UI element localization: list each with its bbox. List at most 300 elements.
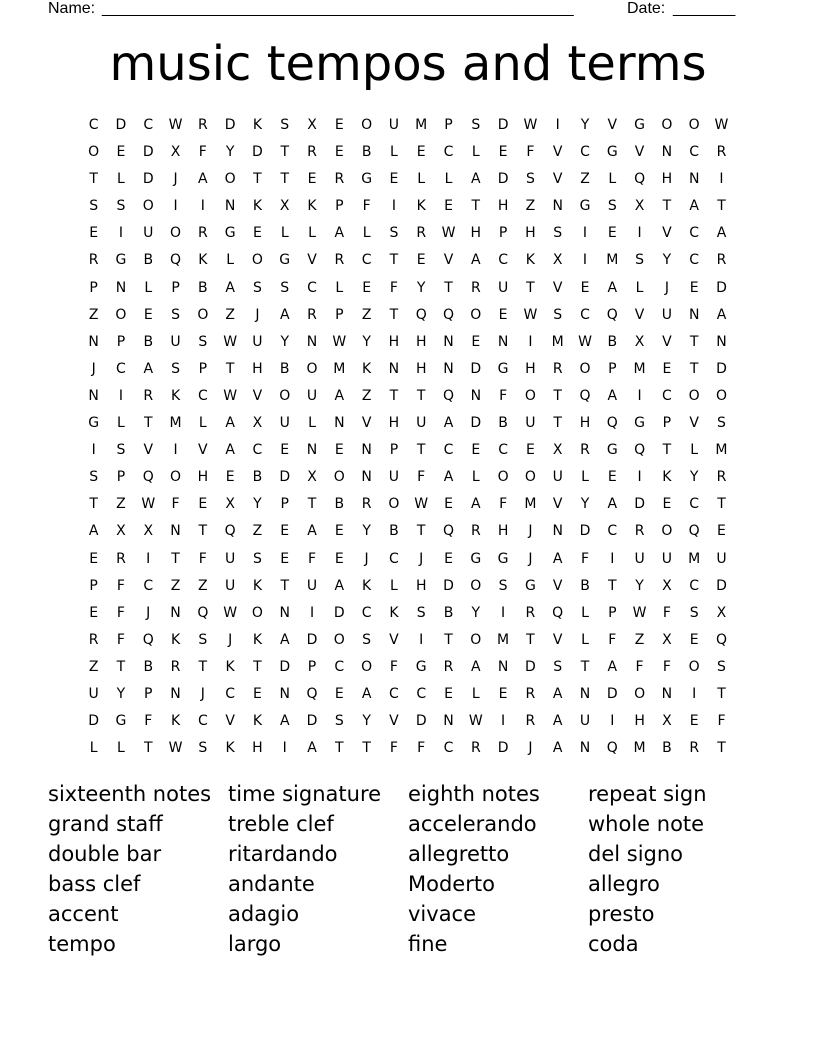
grid-letter: S [252,279,262,296]
grid-row [80,220,736,247]
grid-letter: A [225,415,235,432]
grid-letter: L [635,279,644,296]
grid-letter: J [364,550,369,567]
grid-row [80,247,736,274]
grid-letter: G [606,144,618,161]
word-list-item: allegro [588,872,660,896]
grid-letter: H [415,577,427,594]
grid-letter: X [307,469,317,486]
word-list-item: bass clef [48,872,141,896]
grid-letter: B [361,144,372,161]
grid-letter: Q [224,523,236,540]
grid-letter: T [717,685,726,702]
grid-letter: D [634,496,645,513]
grid-row [80,193,736,220]
grid-letter: L [89,740,98,757]
grid-letter: R [307,306,317,323]
grid-letter: U [306,577,318,594]
grid-letter: I [555,117,560,133]
grid-letter: H [197,469,209,486]
grid-letter: F [608,631,617,648]
grid-letter: A [225,442,235,459]
grid-letter: L [117,740,125,757]
grid-letter: L [581,469,589,486]
grid-letter: P [444,117,453,133]
grid-letter: E [280,550,290,567]
grid-letter: I [610,713,615,730]
grid-row [80,681,736,708]
grid-letter: U [388,117,400,133]
date-label: Date: [627,0,666,17]
grid-letter: D [470,360,482,377]
grid-letter: P [280,496,289,513]
grid-row [80,546,736,573]
name-label: Name: [48,0,96,17]
grid-row [80,735,736,762]
grid-letter: L [117,171,125,188]
grid-letter: B [198,279,208,296]
grid-letter: S [116,442,126,459]
grid-letter: S [689,604,699,621]
grid-letter: E [689,279,699,296]
grid-letter: S [389,225,399,242]
grid-letter: G [634,117,646,133]
grid-letter: J [146,604,151,621]
grid-letter: X [552,442,563,459]
grid-letter: R [88,631,99,648]
grid-letter: A [607,658,618,675]
grid-letter: H [634,713,645,730]
grid-letter: C [689,225,700,242]
grid-letter: A [198,171,208,188]
grid-letter: N [552,523,563,540]
grid-letter: W [223,387,238,404]
grid-letter: Y [662,252,672,269]
grid-letter: Q [442,523,455,540]
grid-letter: X [143,523,154,540]
grid-letter: C [334,658,345,675]
grid-letter: X [662,631,672,648]
grid-letter: B [279,360,290,377]
word-column [228,779,408,959]
grid-letter: K [662,469,672,486]
grid-letter: A [716,225,727,242]
grid-letter: L [417,171,426,188]
grid-letter: J [419,550,424,567]
grid-letter: N [497,658,509,675]
grid-letter: N [497,333,509,350]
grid-letter: N [115,279,127,296]
grid-letter: S [171,360,180,377]
grid-letter: H [388,333,400,350]
grid-letter: B [443,604,454,621]
grid-letter: S [553,306,563,323]
grid-letter: P [144,685,153,702]
grid-letter: N [470,387,482,404]
grid-letter: S [89,469,99,486]
grid-letter: O [524,387,536,404]
grid-letter: I [282,740,287,757]
grid-letter: S [607,198,617,215]
grid-letter: P [307,658,317,675]
grid-letter: Q [552,604,564,621]
grid-letter: P [608,360,617,377]
grid-letter: R [443,658,454,675]
grid-letter: I [637,469,642,486]
word-list-item: presto [588,902,655,926]
grid-letter: Q [442,387,455,404]
grid-letter: W [168,740,183,757]
grid-letter: I [391,198,396,215]
grid-letter: D [306,631,318,648]
grid-letter: E [334,442,344,459]
grid-letter: B [143,252,154,269]
grid-letter: I [501,713,506,730]
grid-letter: R [580,442,590,459]
grid-letter: Z [361,306,372,323]
grid-letter: X [116,523,126,540]
grid-letter: O [524,469,536,486]
grid-letter: F [362,198,371,215]
grid-letter: N [388,360,400,377]
grid-letter: F [389,279,398,296]
grid-letter: T [416,442,426,459]
grid-letter: C [252,442,263,459]
grid-letter: C [580,144,590,161]
grid-letter: E [662,496,672,513]
grid-letter: T [89,171,98,188]
grid-letter: M [633,740,646,757]
grid-letter: M [688,550,701,567]
grid-letter: F [171,496,180,513]
grid-letter: F [198,550,207,567]
grid-letter: D [279,658,291,675]
grid-letter: M [633,360,646,377]
grid-letter: T [362,740,371,757]
grid-letter: E [143,306,153,323]
grid-letter: I [173,198,178,215]
grid-letter: K [252,631,263,648]
grid-letter: H [415,360,427,377]
grid-letter: D [716,279,727,296]
grid-letter: D [279,469,291,486]
grid-letter: Q [688,523,700,540]
grid-letter: O [279,387,291,404]
grid-letter: Z [225,306,235,323]
grid-letter: S [198,740,208,757]
grid-letter: D [88,713,100,730]
grid-letter: N [716,333,727,350]
grid-letter: H [497,198,509,215]
grid-letter: I [419,631,424,648]
grid-letter: Y [471,604,481,621]
grid-letter: G [224,225,236,242]
grid-letter: T [553,387,562,404]
grid-letter: A [607,279,618,296]
grid-letter: J [255,306,260,323]
grid-letter: V [689,415,699,432]
grid-letter: X [662,577,672,594]
grid-row [80,275,736,302]
grid-letter: K [252,117,263,133]
grid-letter: E [389,171,399,188]
grid-letter: E [498,685,508,702]
grid-letter: E [689,631,699,648]
grid-letter: A [443,469,454,486]
grid-letter: F [389,740,398,757]
grid-letter: R [334,252,345,269]
grid-letter: T [280,171,289,188]
grid-letter: C [498,442,508,459]
grid-letter: F [116,604,125,621]
grid-letter: C [443,442,454,459]
grid-letter: N [88,387,99,404]
grid-letter: O [306,360,318,377]
grid-letter: A [143,360,154,377]
word-list-item: fine [408,932,448,956]
grid-letter: R [307,144,317,161]
grid-letter: W [523,117,538,133]
grid-letter: B [498,415,508,432]
grid-letter: O [142,198,154,215]
grid-letter: T [608,577,617,594]
grid-letter: F [307,550,317,567]
grid-letter: T [389,252,399,269]
grid-letter: G [634,415,646,432]
word-list-item: repeat sign [588,782,707,806]
grid-letter: A [471,658,481,675]
grid-letter: O [388,496,400,513]
date-field-line: _______ [673,0,736,17]
grid-letter: T [389,387,399,404]
grid-letter: O [115,306,127,323]
grid-letter: L [581,604,589,621]
grid-letter: R [170,658,181,675]
grid-letter: B [662,740,672,757]
grid-row [80,573,736,600]
grid-letter: F [526,144,535,161]
grid-letter: U [252,333,263,350]
grid-letter: I [637,225,642,242]
grid-letter: M [524,496,537,513]
grid-letter: R [470,279,481,296]
grid-letter: F [198,144,207,161]
grid-letter: I [118,387,124,404]
grid-letter: K [198,252,208,269]
grid-letter: C [143,117,154,133]
grid-row [80,329,736,356]
grid-letter: K [170,387,181,404]
word-list-item: accent [48,902,119,926]
grid-letter: M [715,442,728,459]
grid-row [80,518,736,545]
word-list-item: ritardando [228,842,338,866]
grid-letter: I [309,604,315,621]
grid-letter: Q [142,469,154,486]
grid-letter: L [198,415,207,432]
grid-letter: H [661,171,673,188]
grid-letter: D [525,658,536,675]
word-list-item: adagio [228,902,300,926]
grid-letter: T [689,333,699,350]
grid-letter: C [443,144,454,161]
grid-letter: Y [225,144,235,161]
grid-letter: T [553,415,562,432]
grid-letter: K [252,198,263,215]
grid-letter: R [525,685,536,702]
grid-letter: E [444,198,453,215]
grid-letter: Z [198,577,208,594]
grid-letter: T [689,360,699,377]
word-list-item: allegretto [408,842,510,866]
grid-row [80,464,736,491]
grid-letter: F [499,496,508,513]
grid-letter: S [525,171,535,188]
grid-letter: E [607,469,617,486]
grid-letter: L [471,469,480,486]
grid-letter: C [116,360,126,377]
grid-letter: J [91,360,96,377]
grid-letter: J [173,171,178,188]
grid-letter: E [607,225,617,242]
grid-letter: P [662,415,672,432]
grid-letter: G [88,415,100,432]
word-list-item: time signature [228,782,382,806]
grid-letter: A [552,550,563,567]
grid-letter: Q [142,631,154,648]
grid-letter: W [523,306,538,323]
grid-letter: X [662,713,672,730]
grid-letter: F [499,387,508,404]
word-list-item: vivace [408,902,477,926]
grid-letter: E [225,469,235,486]
grid-letter: Y [580,496,590,513]
grid-letter: N [170,604,181,621]
grid-letter: S [198,631,208,648]
grid-letter: E [198,496,208,513]
grid-letter: B [334,496,345,513]
grid-letter: T [580,658,590,675]
grid-letter: K [416,198,426,215]
grid-letter: R [716,469,727,486]
grid-letter: V [607,117,618,133]
grid-letter: X [252,415,263,432]
grid-letter: V [552,279,563,296]
grid-letter: W [414,496,429,513]
grid-row [80,654,736,681]
grid-letter: N [579,685,591,702]
grid-letter: D [115,117,127,133]
grid-letter: E [362,279,372,296]
grid-letter: N [88,333,99,350]
grid-letter: C [361,604,372,621]
grid-letter: L [690,442,699,459]
grid-letter: D [306,713,318,730]
grid-letter: S [334,713,344,730]
grid-letter: V [552,496,563,513]
grid-letter: L [444,171,453,188]
grid-letter: X [225,496,235,513]
grid-letter: F [116,577,125,594]
grid-letter: V [252,387,263,404]
grid-letter: A [225,279,235,296]
grid-letter: V [198,442,208,459]
grid-letter: U [225,577,236,594]
grid-letter: J [528,740,533,757]
grid-letter: D [443,577,454,594]
grid-letter: Z [252,523,263,540]
grid-letter: M [551,333,564,350]
grid-letter: K [307,198,317,215]
word-list-item: sixteenth notes [48,782,212,806]
grid-letter: K [252,713,263,730]
grid-letter: O [251,604,263,621]
grid-letter: N [661,144,673,161]
grid-letter: J [664,279,669,296]
grid-letter: S [171,306,180,323]
grid-letter: T [253,171,262,188]
grid-letter: Y [116,685,126,702]
grid-letter: C [416,685,427,702]
grid-letter: S [498,577,508,594]
page-title: music tempos and terms [109,36,707,92]
grid-letter: T [526,279,535,296]
grid-letter: E [89,225,99,242]
grid-letter: E [580,279,590,296]
grid-letter: C [197,713,208,730]
grid-letter: D [497,117,509,133]
grid-letter: A [334,387,345,404]
grid-letter: W [714,117,729,133]
word-list-item: treble clef [228,812,334,836]
grid-letter: E [444,685,453,702]
grid-letter: O [715,387,727,404]
grid-letter: E [334,117,344,133]
grid-row [80,627,736,654]
grid-letter: G [415,658,427,675]
grid-letter: C [689,252,700,269]
grid-letter: S [717,415,726,432]
grid-letter: S [553,658,563,675]
grid-letter: N [170,523,181,540]
grid-letter: A [88,523,99,540]
grid-letter: Z [525,198,536,215]
grid-letter: N [334,415,345,432]
grid-letter: U [525,415,536,432]
grid-letter: D [579,523,591,540]
grid-letter: D [333,604,345,621]
grid-letter: H [525,225,536,242]
grid-letter: A [279,631,290,648]
grid-row [80,708,736,735]
grid-letter: S [635,252,645,269]
grid-letter: I [637,387,642,404]
grid-letter: C [361,252,372,269]
grid-letter: O [251,252,263,269]
grid-letter: Q [634,442,646,459]
grid-letter: W [223,604,238,621]
grid-letter: T [717,496,726,513]
grid-letter: O [333,469,345,486]
grid-letter: X [634,198,645,215]
grid-letter: E [334,550,344,567]
grid-letter: Y [280,333,289,350]
grid-row [80,139,736,166]
grid-letter: W [632,604,647,621]
grid-letter: N [688,171,700,188]
grid-letter: U [416,415,427,432]
grid-letter: U [388,469,400,486]
